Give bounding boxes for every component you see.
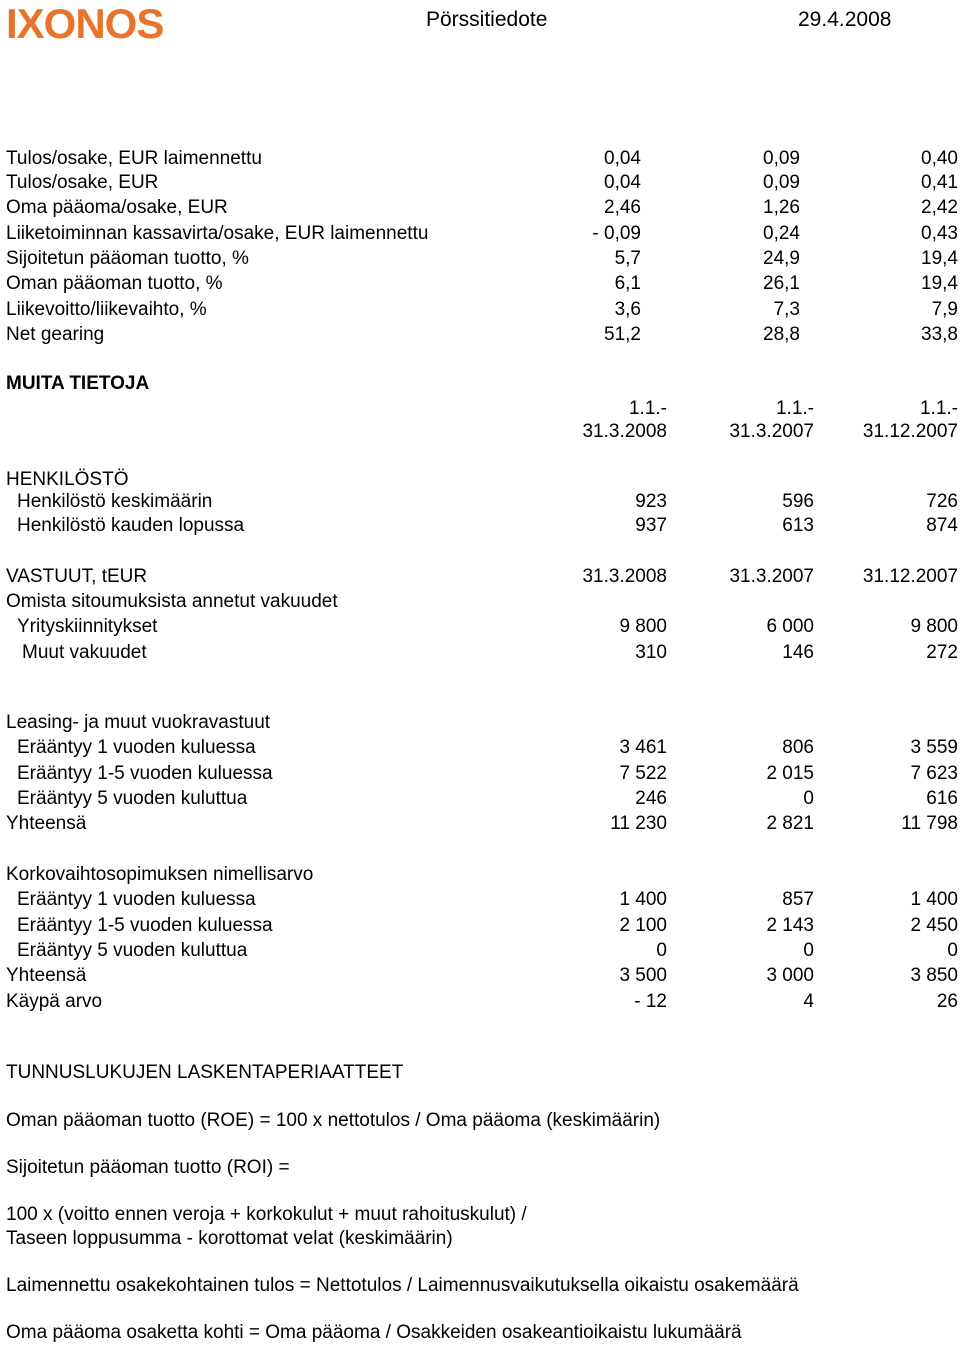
ixonos-logo xyxy=(6,4,242,44)
equity-per-share-definition: Oma pääoma osaketta kohti = Oma pääoma / Osakkeiden osakeantioikaistu lukumäärä xyxy=(6,1322,742,1343)
roe-definition: Oman pääoman tuotto (ROE) = 100 x nettotulos / Oma pääoma (keskimäärin) xyxy=(6,1110,661,1131)
section-heading: Leasing- ja muut vuokravastuut xyxy=(6,712,271,733)
table-row: Tulos/osake, EUR 0,04 0,09 0,41 xyxy=(6,172,958,193)
table-row: Käypä arvo - 12 4 26 xyxy=(6,991,958,1012)
section-heading: Korkovaihtosopimuksen nimellisarvo xyxy=(6,864,314,885)
table-row: Erääntyy 1-5 vuoden kuluessa 2 100 2 143 2 450 xyxy=(17,915,958,936)
roi-formula-line-2: Taseen loppusumma - korottomat velat (keskimäärin) xyxy=(6,1228,453,1249)
table-row: Yrityskiinnitykset 9 800 6 000 9 800 xyxy=(17,616,958,637)
roi-title: Sijoitetun pääoman tuotto (ROI) = xyxy=(6,1157,290,1178)
table-row: Erääntyy 5 vuoden kuluttua 0 0 0 xyxy=(17,940,958,961)
eps-definition: Laimennettu osakekohtainen tulos = Nettotulos / Laimennusvaikutuksella oikaistu osakemäärä xyxy=(6,1275,799,1296)
svg-text:IXONOS: IXONOS xyxy=(6,4,164,44)
table-row: Henkilöstö keskimäärin 923 596 726 xyxy=(17,491,958,512)
table-row: Henkilöstö kauden lopussa 937 613 874 xyxy=(17,515,958,536)
table-row: Erääntyy 1 vuoden kuluessa 3 461 806 3 559 xyxy=(17,737,958,758)
table-row: Erääntyy 5 vuoden kuluttua 246 0 616 xyxy=(17,788,958,809)
period-header-bottom: 31.3.2008 31.3.2007 31.12.2007 xyxy=(582,421,958,442)
table-row: VASTUUT, tEUR 31.3.2008 31.3.2007 31.12.2007 xyxy=(6,566,958,587)
definitions-heading: TUNNUSLUKUJEN LASKENTAPERIAATTEET xyxy=(6,1062,404,1083)
table-row: Sijoitetun pääoman tuotto, % 5,7 24,9 19,4 xyxy=(6,248,958,269)
table-row: Erääntyy 1-5 vuoden kuluessa 7 522 2 015 7 623 xyxy=(17,763,958,784)
release-type: Pörssitiedote xyxy=(426,8,548,31)
table-row: Erääntyy 1 vuoden kuluessa 1 400 857 1 400 xyxy=(17,889,958,910)
table-row: Tulos/osake, EUR laimennettu 0,04 0,09 0,40 xyxy=(6,148,958,169)
table-row: Net gearing 51,2 28,8 33,8 xyxy=(6,324,958,345)
release-date: 29.4.2008 xyxy=(798,8,892,31)
total-row: Yhteensä 3 500 3 000 3 850 xyxy=(6,965,958,986)
section-heading: HENKILÖSTÖ xyxy=(6,469,129,490)
roi-formula-line-1: 100 x (voitto ennen veroja + korkokulut + muut rahoituskulut) / xyxy=(6,1204,527,1225)
section-heading: MUITA TIETOJA xyxy=(6,373,150,394)
table-row: Liiketoiminnan kassavirta/osake, EUR laimennettu - 0,09 0,24 0,43 xyxy=(6,223,958,244)
section-heading: Omista sitoumuksista annetut vakuudet xyxy=(6,591,338,612)
table-row: Liikevoitto/liikevaihto, % 3,6 7,3 7,9 xyxy=(6,299,958,320)
table-row: Muut vakuudet 310 146 272 xyxy=(22,642,958,663)
table-row: Oman pääoman tuotto, % 6,1 26,1 19,4 xyxy=(6,273,958,294)
table-row: Oma pääoma/osake, EUR 2,46 1,26 2,42 xyxy=(6,197,958,218)
total-row: Yhteensä 11 230 2 821 11 798 xyxy=(6,813,958,834)
period-header-top: 1.1.- 1.1.- 1.1.- xyxy=(628,398,958,419)
